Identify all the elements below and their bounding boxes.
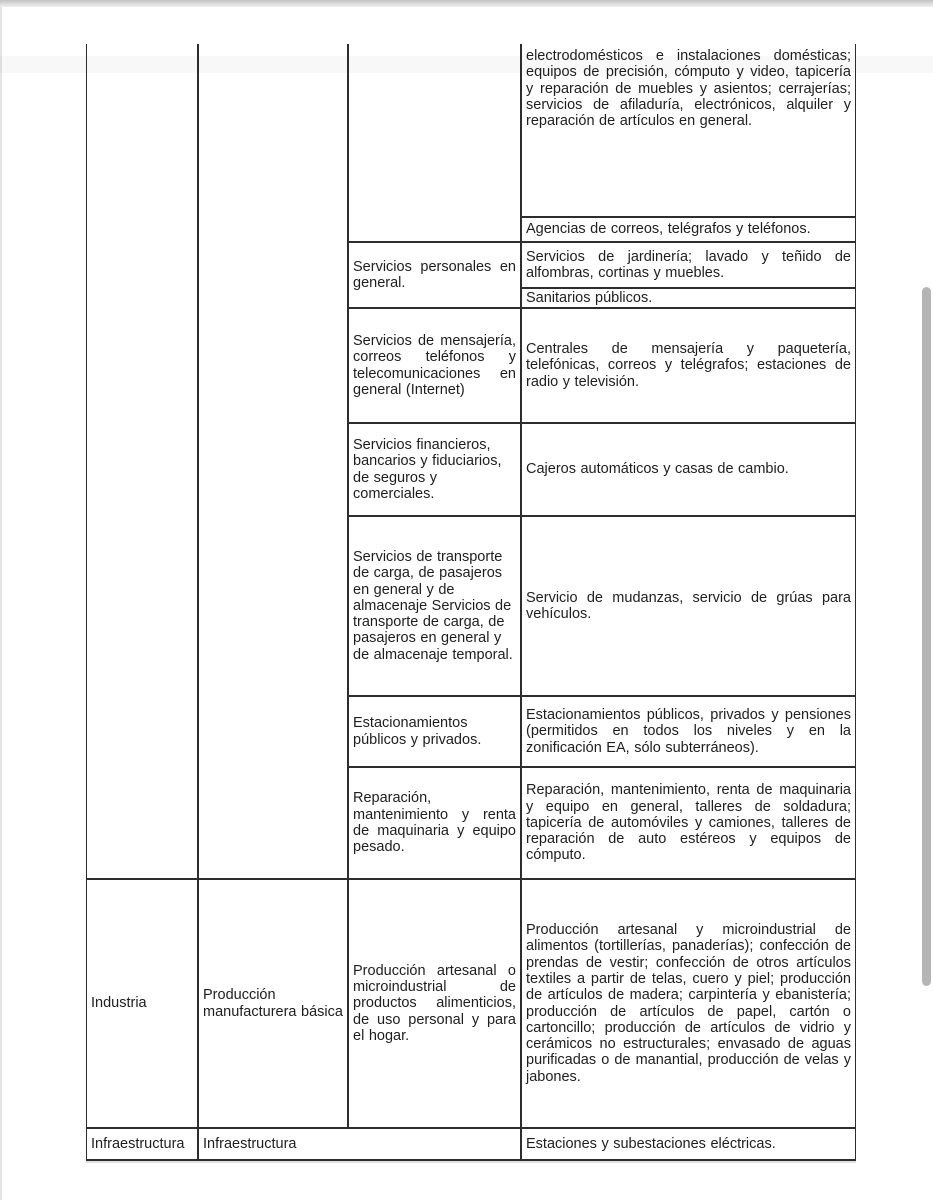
vertical-scrollbar-thumb[interactable] (922, 287, 931, 986)
cell-category-infraestructura: Infraestructura (86, 1128, 198, 1161)
cell-desc-cajeros: Cajeros automáticos y casas de cambio. (521, 423, 856, 516)
page-left-edge (0, 7, 2, 1200)
cell-use-servicios-transporte: Servicios de transporte de carga, de pasajeros en general y de almacenaje Servicios de transporte de carga, de pasajeros en general y de almacenaje temporal. (348, 516, 521, 696)
cell-use-produccion-artesanal: Producción artesanal o microindustrial de productos alimenticios, de uso personal y para el hogar. (348, 879, 521, 1128)
page-top-edge (0, 0, 933, 7)
cell-subcategory-infraestructura: Infraestructura (198, 1128, 521, 1161)
cell-category-industria: Industria (86, 879, 198, 1128)
cell-category-services-empty (86, 44, 198, 879)
cell-subcategory-produccion: Producción manufacturera básica (198, 879, 348, 1128)
cell-use-servicios-financieros: Servicios financieros, bancarios y fiduciarios, de seguros y comerciales. (348, 423, 521, 516)
cell-desc-sanitarios: Sanitarios públicos. (521, 288, 856, 308)
cell-use-estacionamientos: Estacionamientos públicos y privados. (348, 696, 521, 767)
cell-subcategory-services-empty (198, 44, 348, 879)
cell-desc-reparacion: Reparación, mantenimiento, renta de maquinaria y equipo en general, talleres de soldadura; tapicería de automóviles y camiones, talleres de reparación de auto estéreos y equipos de cómputo. (521, 767, 856, 879)
cell-desc-estaciones-electricas: Estaciones y subestaciones eléctricas. (521, 1128, 856, 1161)
cell-use-servicios-mensajeria: Servicios de mensajería, correos teléfonos y telecomunicaciones en general (Internet) (348, 308, 521, 423)
cell-desc-jardineria: Servicios de jardinería; lavado y teñido de alfombras, cortinas y muebles. (521, 242, 856, 288)
cell-desc-produccion-industrial: Producción artesanal y microindustrial de alimentos (tortillerías, panaderías); confección de prendas de vestir; confección de otros artículos textiles a partir de telas, cuero y piel; producción de artículos de madera; carpintería y ebanistería; producción de artículos de papel, cartón o cartoncillo; producción de artículos de vidrio y cerámicos no estructurales; envasado de aguas purificadas o de manantial, producción de velas y jabones. (521, 879, 856, 1128)
cell-use-servicios-personales: Servicios personales en general. (348, 242, 521, 308)
cell-desc-agencias: Agencias de correos, telégrafos y teléfonos. (521, 217, 856, 242)
cell-desc-centrales: Centrales de mensajería y paquetería, telefónicas, correos y telégrafos; estaciones de radio y televisión. (521, 308, 856, 423)
cell-use-empty (348, 44, 521, 242)
cell-desc-electrodomesticos: electrodomésticos e instalaciones domésticas; equipos de precisión, cómputo y video, tapicería y reparación de muebles y asientos; cerrajerías; servicios de afiladuría, electrónicos, alquiler y reparación de artículos en general. (521, 44, 856, 217)
cell-use-reparacion: Reparación, mantenimiento y renta de maquinaria y equipo pesado. (348, 767, 521, 879)
cell-desc-mudanzas: Servicio de mudanzas, servicio de grúas para vehículos. (521, 516, 856, 696)
cell-desc-estacionamientos: Estacionamientos públicos, privados y pensiones (permitidos en todos los niveles y en la zonificación EA, sólo subterráneos). (521, 696, 856, 767)
